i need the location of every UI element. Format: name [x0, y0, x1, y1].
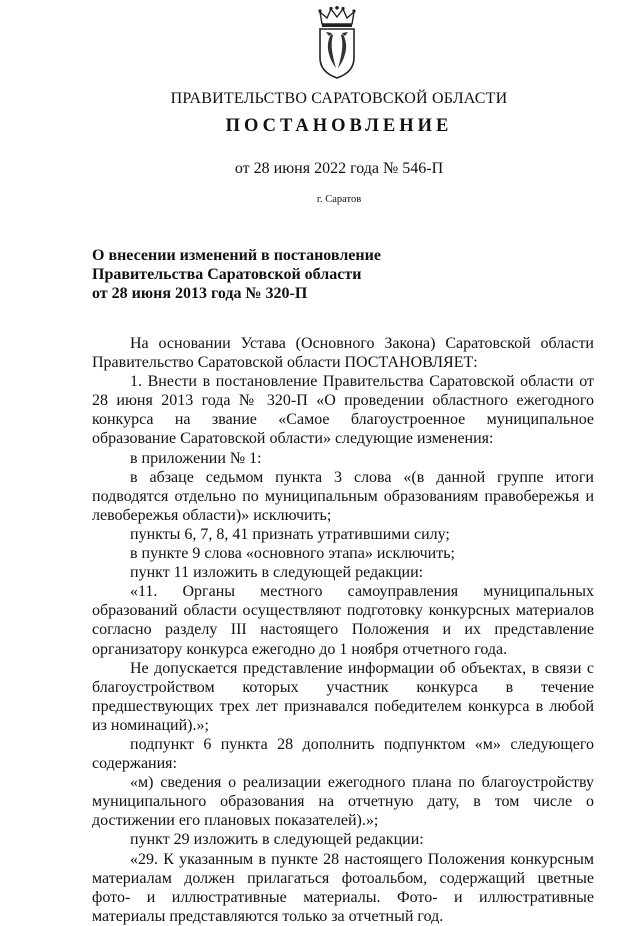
document-type: ПОСТАНОВЛЕНИЕ: [225, 116, 453, 136]
body-paragraph: 1. Внести в постановление Правительства Саратовской области от 28 июня 2013 года № 320-П «О проведении областного ежегодного конкурса на звание «Самое благоустроенное муниципальное образование Саратовской области» следующие изменения:: [92, 373, 594, 448]
saratov-coat-of-arms-icon: [314, 6, 360, 80]
body-paragraph: в приложении № 1:: [130, 449, 262, 467]
body-paragraph: Не допускается представление информации об объектах, в связи с благоустройством которых участник конкурса в течение предшествующих трех лет признавался победителем конкурса в любой из номинаций).»;: [92, 659, 594, 734]
body-paragraph: подпункт 6 пункта 28 дополнить подпунктом «м» следующего содержания:: [92, 735, 594, 773]
body-paragraph: На основании Устава (Основного Закона) Саратовской области Правительство Саратовской области ПОСТАНОВЛЯЕТ:: [92, 335, 594, 372]
body-paragraph: в абзаце седьмом пункта 3 слова «(в данной группе итоги подводятся отдельно по муниципальным образованиям правобережья и левобережья области)» исключить;: [92, 468, 594, 524]
body-paragraph: в пункте 9 слова «основного этапа» исключить;: [130, 545, 455, 563]
body-paragraph: пункт 11 изложить в следующей редакции:: [130, 564, 424, 582]
body-paragraph: «11. Органы местного самоуправления муниципальных образований области осуществляют подготовку конкурсных материалов согласно разделу III настоящего Положения и их представление организатору конкурса ежегодно до 1 ноября отчетного года.: [92, 583, 594, 658]
document-body: [92, 334, 594, 926]
body-paragraph: пункты 6, 7, 8, 41 признать утратившими силу;: [130, 525, 450, 543]
government-name: ПРАВИТЕЛЬСТВО САРАТОВСКОЙ ОБЛАСТИ: [170, 90, 508, 107]
subject-line: О внесении изменений в постановление: [92, 247, 381, 264]
document-city: г. Саратов: [316, 194, 362, 205]
document-date-number: от 28 июня 2022 года № 546-П: [234, 160, 444, 177]
body-paragraph: «29. К указанным в пункте 28 настоящего Положения конкурсным материалам должен прилагаться фотоальбом, содержащий цветные фото- и иллюстративные материалы. Фото- и иллюстративные материалы представляются только за отчетный год.: [92, 850, 594, 925]
subject-line: от 28 июня 2013 года № 320-П: [92, 285, 308, 302]
body-paragraph: пункт 29 изложить в следующей редакции:: [130, 831, 424, 849]
subject-line: Правительства Саратовской области: [92, 266, 362, 283]
document-subject: [92, 246, 422, 303]
body-paragraph: «м) сведения о реализации ежегодного плана по благоустройству муниципального образования на отчетную дату, в том числе о достижении его плановых показателей).»;: [92, 774, 594, 830]
